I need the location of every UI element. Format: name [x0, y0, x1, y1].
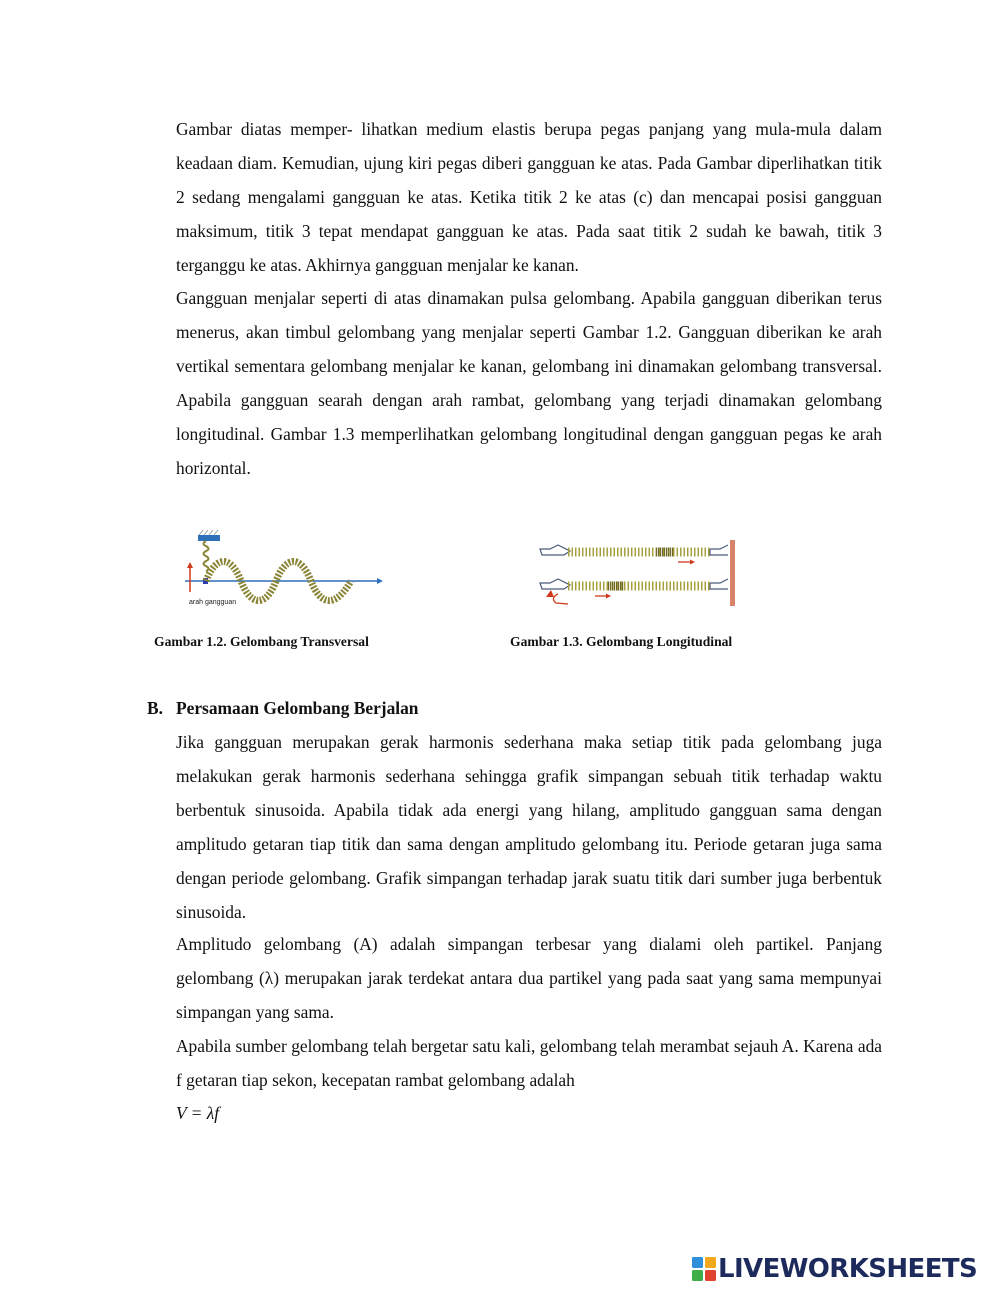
hanging-spring	[204, 541, 209, 571]
disturbance-arrow-head	[187, 562, 193, 568]
hand-motion-arrow-head	[546, 590, 554, 597]
left-hand-top	[540, 545, 570, 555]
transverse-wave-figure	[185, 530, 385, 610]
section-title: Persamaan Gelombang Berjalan	[176, 698, 419, 718]
paragraph-pulse: Gangguan menjalar seperti di atas dinamakan pulsa gelombang. Apabila gangguan diberikan terus menerus, akan timbul gelombang yang menjalar seperti Gambar 1.2. Gangguan diberikan ke arah vertikal sementara gelombang menjalar ke kanan, gelombang ini dinamakan gelombang transversal. Apabila gangguan searah dengan arah rambat, gelombang yang terjadi dinamakan gelombang longitudinal. Gambar 1.3 memperlihatkan gelombang longitudinal dengan gangguan pegas ke arah horizontal.	[176, 288, 882, 478]
disturbance-label: arah gangguan	[189, 599, 237, 606]
hand-motion-arrow	[553, 594, 568, 604]
section-heading	[147, 692, 418, 726]
ceiling-hatch	[199, 530, 218, 535]
longitudinal-wave-figure	[538, 540, 738, 608]
liveworksheets-logo	[692, 1254, 977, 1284]
top-spring-row	[540, 545, 728, 565]
figure-caption-longitudinal: Gambar 1.3. Gelombang Longitudinal	[510, 634, 733, 649]
paragraph-amplitude: Amplitudo gelombang (A) adalah simpangan terbesar yang dialami oleh partikel. Panjang gelombang (λ) merupakan jarak terdekat antara dua partikel yang pada saat yang sama mempunyai simpangan yang sama.	[176, 934, 882, 1022]
right-hand-bottom	[710, 579, 728, 589]
ceiling-support	[198, 535, 220, 541]
left-hand-bottom	[540, 579, 570, 589]
wave-velocity-formula: V = λf	[176, 1103, 220, 1123]
bottom-spring-row	[540, 579, 728, 604]
paragraph-harmonic: Jika gangguan merupakan gerak harmonis sederhana maka setiap titik pada gelombang juga melakukan gerak harmonis sederhana sehingga grafik simpangan sebuah titik terhadap waktu berbentuk sinusoida. Apabila tidak ada energi yang hilang, amplitudo gangguan sama dengan amplitudo getaran tiap titik dan sama dengan amplitudo gelombang itu. Periode getaran juga sama dengan periode gelombang. Grafik simpangan terhadap jarak suatu titik dari sumber juga berbentuk sinusoida.	[176, 732, 882, 922]
axis-arrow	[377, 578, 383, 584]
arrow-top-head	[690, 560, 695, 565]
section-number: B.	[147, 698, 163, 718]
liveworksheets-wordmark: LIVEWORKSHEETS	[718, 1254, 978, 1284]
paragraph-intro: Gambar diatas memper- lihatkan medium elastis berupa pegas panjang yang mula-mula dalam keadaan diam. Kemudian, ujung kiri pegas diberi gangguan ke atas. Pada Gambar diperlihatkan titik 2 sedang mengalami gangguan ke atas. Ketika titik 2 ke atas (c) dan mencapai posisi gangguan maksimum, titik 3 tepat mendapat gangguan ke atas. Pada saat titik 2 sudah ke bawah, titik 3 terganggu ke atas. Akhirnya gangguan menjalar ke kanan.	[176, 119, 882, 275]
wall	[730, 540, 735, 606]
right-hand-top	[710, 545, 728, 555]
paragraph-velocity: Apabila sumber gelombang telah bergetar satu kali, gelombang telah merambat sejauh A. Karena ada f getaran tiap sekon, kecepatan rambat gelombang adalah	[176, 1036, 882, 1090]
arrow-bottom-head	[606, 594, 611, 599]
liveworksheets-badge-icon	[692, 1257, 716, 1281]
figure-caption-transversal: Gambar 1.2. Gelombang Transversal	[154, 634, 369, 649]
